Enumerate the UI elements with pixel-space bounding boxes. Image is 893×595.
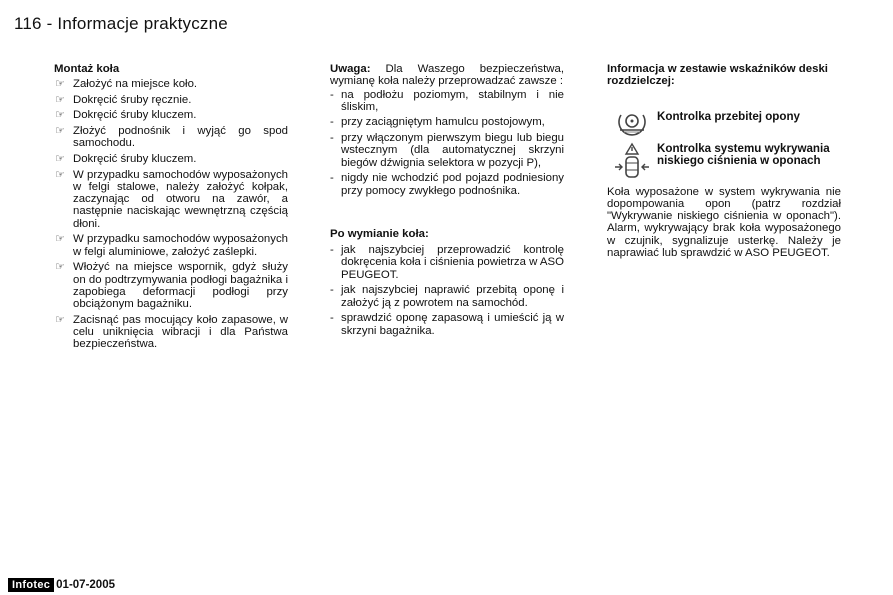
- footer: [8, 578, 115, 592]
- list-item-text: Włożyć na miejsce wspornik, gdyż służy on do podtrzymywania podłogi bagażnika i zapobiega deformacji podłogi przy obciążonym bagażniku.: [73, 261, 288, 311]
- list-item-text: jak najszybciej przeprowadzić kontrolę dokręcenia koła i ciśnienia powietrza w ASO PEUGEOT.: [341, 244, 564, 281]
- after-change-list: [330, 244, 564, 337]
- section-heading: Montaż koła: [54, 63, 120, 75]
- dash-marker: -: [330, 312, 334, 325]
- pointing-hand-icon: ☞: [55, 109, 65, 122]
- column-warnings: [330, 63, 564, 340]
- list-item-text: Złożyć podnośnik i wyjąć go spod samochodu.: [73, 125, 288, 150]
- list-item: [54, 233, 288, 258]
- indicator-pressure: [607, 142, 841, 182]
- page-title: 116 - Informacje praktyczne: [14, 14, 228, 33]
- pointing-hand-icon: ☞: [55, 233, 65, 246]
- indicator-flat-tyre: [607, 106, 841, 136]
- pointing-hand-icon: ☞: [55, 313, 65, 326]
- dash-marker: -: [330, 88, 334, 101]
- indicator-label: Kontrolka przebitej opony: [657, 109, 800, 123]
- list-item-text: na podłożu poziomym, stabilnym i nie śliskim,: [341, 88, 564, 113]
- pointing-hand-icon: ☞: [55, 93, 65, 106]
- list-item-text: Dokręcić śruby ręcznie.: [73, 93, 192, 106]
- pointing-hand-icon: ☞: [55, 78, 65, 91]
- warning-text: Dla Waszego bezpieczeństwa, wymianę koła należy przeprowadzać zawsze :: [330, 63, 564, 88]
- list-item: [330, 89, 564, 114]
- column-dashboard-info: [607, 63, 841, 259]
- bullet-list: [54, 78, 288, 350]
- dashboard-paragraph: Koła wyposażone w system wykrywania nie dopompowania opon (patrz rozdział "Wykrywanie niskiego ciśnienia w oponach"). Alarm, wykrywający brak koła wyposażonego w czujnik, sygnalizuje usterkę. Należy je naprawiać lub sprawdzić w ASO PEUGEOT.: [607, 185, 841, 260]
- list-item-text: nigdy nie wchodzić pod pojazd podniesiony przy pomocy zwykłego podnośnika.: [341, 172, 564, 197]
- list-item-text: Zacisnąć pas mocujący koło zapasowe, w celu uniknięcia wibracji i dla Państwa bezpieczeństwa.: [73, 313, 288, 351]
- flat-tyre-warning-icon: [607, 106, 657, 136]
- pointing-hand-icon: ☞: [55, 152, 65, 165]
- list-item: [54, 94, 288, 106]
- dash-marker: -: [330, 132, 334, 145]
- list-item: [54, 125, 288, 150]
- infotec-logo: Infotec: [8, 578, 54, 592]
- list-item-text: jak najszybciej naprawić przebitą oponę i założyć ją z powrotem na samochód.: [341, 284, 564, 309]
- dash-marker: -: [330, 284, 334, 297]
- list-item-text: W przypadku samochodów wyposażonych w felgi aluminiowe, założyć zaślepki.: [73, 233, 288, 258]
- warning-paragraph: [330, 63, 564, 88]
- footer-date: 01-07-2005: [56, 579, 115, 591]
- section-heading-after: Po wymianie koła:: [330, 227, 429, 240]
- tyre-pressure-warning-icon: [607, 142, 657, 182]
- list-item: [54, 261, 288, 310]
- list-item: [54, 153, 288, 165]
- list-item-text: W przypadku samochodów wyposażonych w felgi stalowe, należy założyć kołpak, zaczynając od otworu na zawór, a następnie naciskając wewnętrzną częścią dłoni.: [73, 168, 288, 230]
- dash-marker: -: [330, 244, 334, 257]
- column-wheel-mounting: [54, 63, 288, 354]
- list-item: [330, 284, 564, 309]
- warning-label: Uwaga:: [330, 63, 371, 75]
- list-item-text: sprawdzić oponę zapasową i umieścić ją w skrzyni bagażnika.: [341, 312, 564, 337]
- indicator-label: Kontrolka systemu wykrywania niskiego ciśnienia w oponach: [657, 141, 830, 167]
- list-item-text: przy włączonym pierwszym biegu lub biegu wstecznym (dla automatycznej skrzyni biegów dźwignia selektora w pozycji P),: [341, 132, 564, 169]
- pointing-hand-icon: ☞: [55, 168, 65, 181]
- list-item-text: przy zaciągniętym hamulcu postojowym,: [341, 116, 545, 129]
- section-heading-dashboard: Informacja w zestawie wskaźników deski rozdzielczej:: [607, 63, 828, 88]
- list-item: [54, 109, 288, 121]
- list-item: [54, 169, 288, 230]
- list-item-text: Dokręcić śruby kluczem.: [73, 152, 197, 165]
- list-item: [330, 244, 564, 281]
- dash-marker: -: [330, 116, 334, 129]
- list-item: [330, 172, 564, 197]
- list-item: [330, 312, 564, 337]
- list-item: [54, 78, 288, 90]
- dash-marker: -: [330, 172, 334, 185]
- pointing-hand-icon: ☞: [55, 261, 65, 274]
- list-item-text: Dokręcić śruby kluczem.: [73, 109, 197, 122]
- list-item: [330, 116, 564, 128]
- pointing-hand-icon: ☞: [55, 125, 65, 138]
- list-item: [330, 132, 564, 169]
- list-item: [54, 314, 288, 351]
- list-item-text: Założyć na miejsce koło.: [73, 78, 198, 91]
- warning-list: [330, 89, 564, 197]
